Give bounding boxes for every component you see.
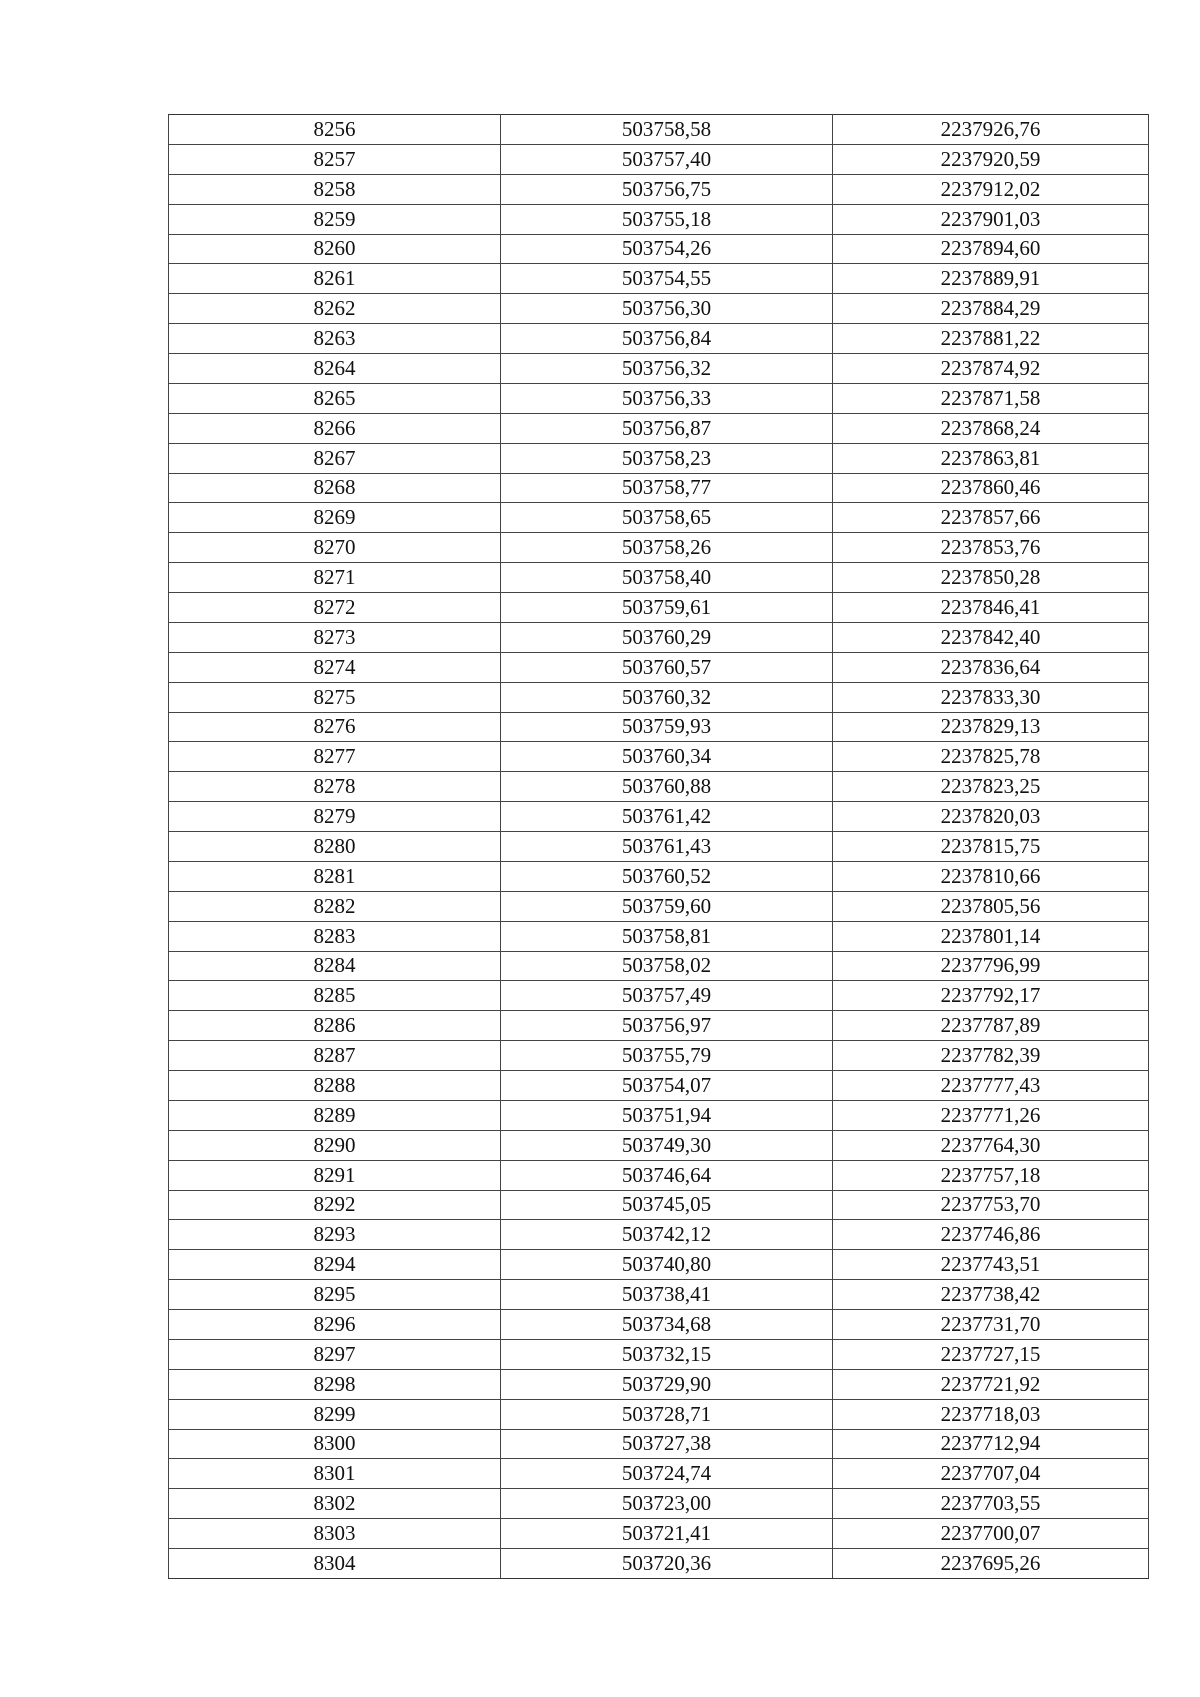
- y-coordinate-cell: 2237829,13: [833, 712, 1149, 742]
- x-coordinate-cell: 503758,02: [501, 951, 833, 981]
- table-row: [169, 533, 1149, 563]
- y-coordinate-cell: 2237792,17: [833, 981, 1149, 1011]
- x-coordinate-cell: 503742,12: [501, 1220, 833, 1250]
- y-coordinate-cell: 2237874,92: [833, 354, 1149, 384]
- table-row: [169, 503, 1149, 533]
- point-number-cell: 8279: [169, 802, 501, 832]
- y-coordinate-cell: 2237801,14: [833, 921, 1149, 951]
- y-coordinate-cell: 2237850,28: [833, 563, 1149, 593]
- point-number-cell: 8272: [169, 593, 501, 623]
- x-coordinate-cell: 503760,52: [501, 861, 833, 891]
- table-row: [169, 742, 1149, 772]
- table-row: [169, 1071, 1149, 1101]
- table-row: [169, 204, 1149, 234]
- point-number-cell: 8262: [169, 294, 501, 324]
- y-coordinate-cell: 2237731,70: [833, 1310, 1149, 1340]
- point-number-cell: 8299: [169, 1399, 501, 1429]
- y-coordinate-cell: 2237820,03: [833, 802, 1149, 832]
- x-coordinate-cell: 503729,90: [501, 1369, 833, 1399]
- x-coordinate-cell: 503755,79: [501, 1041, 833, 1071]
- table-row: [169, 1011, 1149, 1041]
- table-row: [169, 622, 1149, 652]
- table-row: [169, 652, 1149, 682]
- x-coordinate-cell: 503757,49: [501, 981, 833, 1011]
- y-coordinate-cell: 2237695,26: [833, 1549, 1149, 1579]
- point-number-cell: 8297: [169, 1339, 501, 1369]
- point-number-cell: 8278: [169, 772, 501, 802]
- table-row: [169, 1250, 1149, 1280]
- y-coordinate-cell: 2237738,42: [833, 1280, 1149, 1310]
- point-number-cell: 8292: [169, 1190, 501, 1220]
- y-coordinate-cell: 2237881,22: [833, 324, 1149, 354]
- y-coordinate-cell: 2237871,58: [833, 383, 1149, 413]
- table-row: [169, 682, 1149, 712]
- point-number-cell: 8284: [169, 951, 501, 981]
- y-coordinate-cell: 2237842,40: [833, 622, 1149, 652]
- x-coordinate-cell: 503758,26: [501, 533, 833, 563]
- x-coordinate-cell: 503732,15: [501, 1339, 833, 1369]
- x-coordinate-cell: 503756,32: [501, 354, 833, 384]
- y-coordinate-cell: 2237901,03: [833, 204, 1149, 234]
- table-row: [169, 1160, 1149, 1190]
- point-number-cell: 8289: [169, 1100, 501, 1130]
- point-number-cell: 8260: [169, 234, 501, 264]
- point-number-cell: 8294: [169, 1250, 501, 1280]
- y-coordinate-cell: 2237746,86: [833, 1220, 1149, 1250]
- x-coordinate-cell: 503758,81: [501, 921, 833, 951]
- y-coordinate-cell: 2237700,07: [833, 1519, 1149, 1549]
- y-coordinate-cell: 2237796,99: [833, 951, 1149, 981]
- point-number-cell: 8300: [169, 1429, 501, 1459]
- table-row: [169, 115, 1149, 145]
- x-coordinate-cell: 503760,88: [501, 772, 833, 802]
- y-coordinate-cell: 2237912,02: [833, 174, 1149, 204]
- y-coordinate-cell: 2237920,59: [833, 144, 1149, 174]
- point-number-cell: 8290: [169, 1130, 501, 1160]
- table-row: [169, 981, 1149, 1011]
- table-row: [169, 563, 1149, 593]
- point-number-cell: 8274: [169, 652, 501, 682]
- coordinates-table-body: [169, 115, 1149, 1579]
- x-coordinate-cell: 503724,74: [501, 1459, 833, 1489]
- table-row: [169, 712, 1149, 742]
- table-row: [169, 1130, 1149, 1160]
- point-number-cell: 8296: [169, 1310, 501, 1340]
- point-number-cell: 8264: [169, 354, 501, 384]
- point-number-cell: 8291: [169, 1160, 501, 1190]
- y-coordinate-cell: 2237787,89: [833, 1011, 1149, 1041]
- point-number-cell: 8298: [169, 1369, 501, 1399]
- x-coordinate-cell: 503757,40: [501, 144, 833, 174]
- table-row: [169, 1220, 1149, 1250]
- table-row: [169, 1429, 1149, 1459]
- x-coordinate-cell: 503758,65: [501, 503, 833, 533]
- y-coordinate-cell: 2237777,43: [833, 1071, 1149, 1101]
- table-row: [169, 1310, 1149, 1340]
- x-coordinate-cell: 503759,60: [501, 891, 833, 921]
- point-number-cell: 8275: [169, 682, 501, 712]
- point-number-cell: 8259: [169, 204, 501, 234]
- point-number-cell: 8256: [169, 115, 501, 145]
- y-coordinate-cell: 2237894,60: [833, 234, 1149, 264]
- table-row: [169, 354, 1149, 384]
- point-number-cell: 8273: [169, 622, 501, 652]
- x-coordinate-cell: 503760,29: [501, 622, 833, 652]
- y-coordinate-cell: 2237926,76: [833, 115, 1149, 145]
- point-number-cell: 8288: [169, 1071, 501, 1101]
- x-coordinate-cell: 503758,40: [501, 563, 833, 593]
- point-number-cell: 8276: [169, 712, 501, 742]
- y-coordinate-cell: 2237743,51: [833, 1250, 1149, 1280]
- x-coordinate-cell: 503740,80: [501, 1250, 833, 1280]
- table-row: [169, 1280, 1149, 1310]
- point-number-cell: 8257: [169, 144, 501, 174]
- y-coordinate-cell: 2237712,94: [833, 1429, 1149, 1459]
- table-row: [169, 1489, 1149, 1519]
- point-number-cell: 8293: [169, 1220, 501, 1250]
- point-number-cell: 8269: [169, 503, 501, 533]
- x-coordinate-cell: 503761,42: [501, 802, 833, 832]
- point-number-cell: 8267: [169, 443, 501, 473]
- table-row: [169, 1549, 1149, 1579]
- x-coordinate-cell: 503754,55: [501, 264, 833, 294]
- y-coordinate-cell: 2237846,41: [833, 593, 1149, 623]
- point-number-cell: 8258: [169, 174, 501, 204]
- x-coordinate-cell: 503754,07: [501, 1071, 833, 1101]
- table-row: [169, 1041, 1149, 1071]
- x-coordinate-cell: 503760,34: [501, 742, 833, 772]
- point-number-cell: 8287: [169, 1041, 501, 1071]
- x-coordinate-cell: 503727,38: [501, 1429, 833, 1459]
- y-coordinate-cell: 2237727,15: [833, 1339, 1149, 1369]
- table-row: [169, 1519, 1149, 1549]
- point-number-cell: 8261: [169, 264, 501, 294]
- table-row: [169, 832, 1149, 862]
- y-coordinate-cell: 2237857,66: [833, 503, 1149, 533]
- table-row: [169, 772, 1149, 802]
- x-coordinate-cell: 503721,41: [501, 1519, 833, 1549]
- y-coordinate-cell: 2237703,55: [833, 1489, 1149, 1519]
- table-row: [169, 144, 1149, 174]
- x-coordinate-cell: 503758,23: [501, 443, 833, 473]
- y-coordinate-cell: 2237707,04: [833, 1459, 1149, 1489]
- y-coordinate-cell: 2237771,26: [833, 1100, 1149, 1130]
- x-coordinate-cell: 503756,30: [501, 294, 833, 324]
- point-number-cell: 8282: [169, 891, 501, 921]
- point-number-cell: 8266: [169, 413, 501, 443]
- x-coordinate-cell: 503734,68: [501, 1310, 833, 1340]
- x-coordinate-cell: 503756,75: [501, 174, 833, 204]
- y-coordinate-cell: 2237860,46: [833, 473, 1149, 503]
- table-row: [169, 861, 1149, 891]
- table-row: [169, 473, 1149, 503]
- point-number-cell: 8268: [169, 473, 501, 503]
- x-coordinate-cell: 503723,00: [501, 1489, 833, 1519]
- coordinates-table: [168, 114, 1149, 1579]
- point-number-cell: 8302: [169, 1489, 501, 1519]
- y-coordinate-cell: 2237718,03: [833, 1399, 1149, 1429]
- y-coordinate-cell: 2237884,29: [833, 294, 1149, 324]
- table-row: [169, 951, 1149, 981]
- point-number-cell: 8277: [169, 742, 501, 772]
- table-row: [169, 264, 1149, 294]
- y-coordinate-cell: 2237853,76: [833, 533, 1149, 563]
- x-coordinate-cell: 503756,84: [501, 324, 833, 354]
- y-coordinate-cell: 2237764,30: [833, 1130, 1149, 1160]
- y-coordinate-cell: 2237836,64: [833, 652, 1149, 682]
- table-row: [169, 234, 1149, 264]
- point-number-cell: 8286: [169, 1011, 501, 1041]
- y-coordinate-cell: 2237757,18: [833, 1160, 1149, 1190]
- table-row: [169, 593, 1149, 623]
- point-number-cell: 8280: [169, 832, 501, 862]
- point-number-cell: 8303: [169, 1519, 501, 1549]
- x-coordinate-cell: 503755,18: [501, 204, 833, 234]
- point-number-cell: 8263: [169, 324, 501, 354]
- y-coordinate-cell: 2237863,81: [833, 443, 1149, 473]
- point-number-cell: 8271: [169, 563, 501, 593]
- y-coordinate-cell: 2237823,25: [833, 772, 1149, 802]
- y-coordinate-cell: 2237721,92: [833, 1369, 1149, 1399]
- x-coordinate-cell: 503760,32: [501, 682, 833, 712]
- x-coordinate-cell: 503759,93: [501, 712, 833, 742]
- table-row: [169, 174, 1149, 204]
- table-row: [169, 443, 1149, 473]
- x-coordinate-cell: 503738,41: [501, 1280, 833, 1310]
- table-row: [169, 891, 1149, 921]
- x-coordinate-cell: 503746,64: [501, 1160, 833, 1190]
- table-row: [169, 324, 1149, 354]
- y-coordinate-cell: 2237805,56: [833, 891, 1149, 921]
- point-number-cell: 8270: [169, 533, 501, 563]
- point-number-cell: 8304: [169, 1549, 501, 1579]
- x-coordinate-cell: 503759,61: [501, 593, 833, 623]
- table-row: [169, 802, 1149, 832]
- x-coordinate-cell: 503749,30: [501, 1130, 833, 1160]
- x-coordinate-cell: 503760,57: [501, 652, 833, 682]
- y-coordinate-cell: 2237815,75: [833, 832, 1149, 862]
- x-coordinate-cell: 503758,58: [501, 115, 833, 145]
- x-coordinate-cell: 503754,26: [501, 234, 833, 264]
- table-row: [169, 921, 1149, 951]
- point-number-cell: 8295: [169, 1280, 501, 1310]
- point-number-cell: 8281: [169, 861, 501, 891]
- x-coordinate-cell: 503756,97: [501, 1011, 833, 1041]
- x-coordinate-cell: 503756,87: [501, 413, 833, 443]
- y-coordinate-cell: 2237753,70: [833, 1190, 1149, 1220]
- y-coordinate-cell: 2237825,78: [833, 742, 1149, 772]
- table-row: [169, 1190, 1149, 1220]
- y-coordinate-cell: 2237833,30: [833, 682, 1149, 712]
- point-number-cell: 8283: [169, 921, 501, 951]
- x-coordinate-cell: 503751,94: [501, 1100, 833, 1130]
- table-row: [169, 1100, 1149, 1130]
- x-coordinate-cell: 503728,71: [501, 1399, 833, 1429]
- table-row: [169, 383, 1149, 413]
- x-coordinate-cell: 503758,77: [501, 473, 833, 503]
- x-coordinate-cell: 503745,05: [501, 1190, 833, 1220]
- point-number-cell: 8265: [169, 383, 501, 413]
- table-row: [169, 1459, 1149, 1489]
- point-number-cell: 8301: [169, 1459, 501, 1489]
- table-row: [169, 294, 1149, 324]
- y-coordinate-cell: 2237782,39: [833, 1041, 1149, 1071]
- table-row: [169, 1339, 1149, 1369]
- table-row: [169, 1369, 1149, 1399]
- table-row: [169, 413, 1149, 443]
- y-coordinate-cell: 2237810,66: [833, 861, 1149, 891]
- x-coordinate-cell: 503720,36: [501, 1549, 833, 1579]
- table-row: [169, 1399, 1149, 1429]
- y-coordinate-cell: 2237868,24: [833, 413, 1149, 443]
- x-coordinate-cell: 503756,33: [501, 383, 833, 413]
- x-coordinate-cell: 503761,43: [501, 832, 833, 862]
- y-coordinate-cell: 2237889,91: [833, 264, 1149, 294]
- point-number-cell: 8285: [169, 981, 501, 1011]
